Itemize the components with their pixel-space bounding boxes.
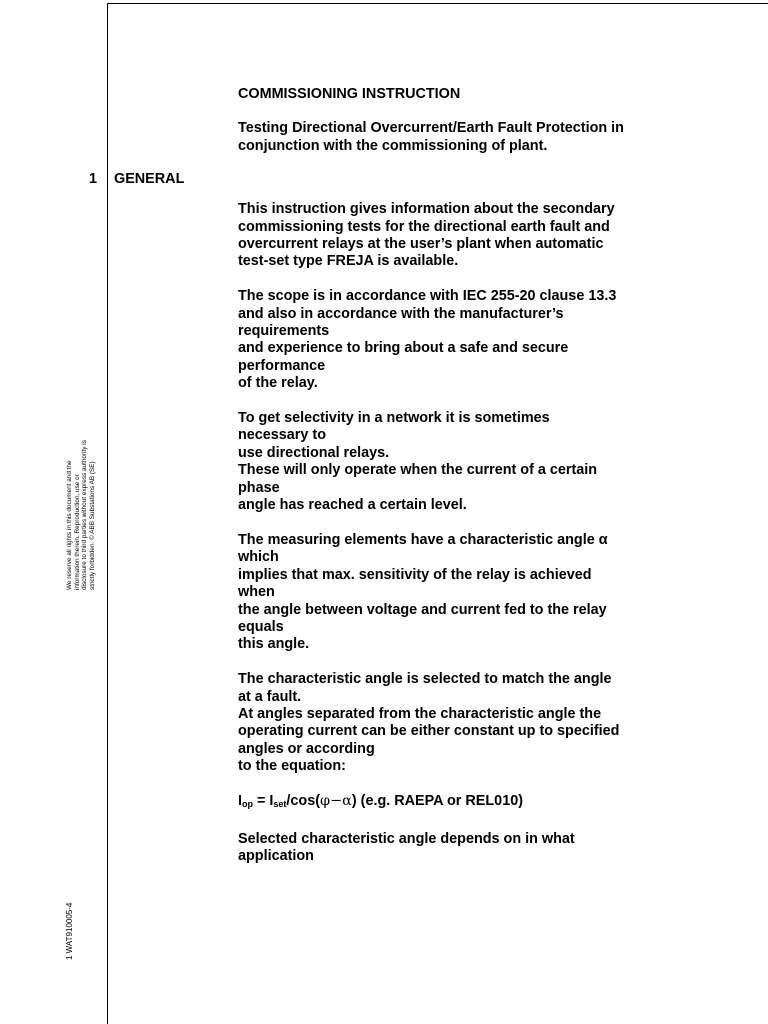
paragraph-line: equals <box>238 618 284 635</box>
paragraph-line: and experience to bring about a safe and secure <box>238 340 569 357</box>
paragraph-intro <box>238 201 738 271</box>
paragraph-scope <box>238 288 738 392</box>
subtitle-line: Testing Directional Overcurrent/Earth Fault Protection in <box>238 120 624 137</box>
paragraph-line: angle has reached a certain level. <box>238 497 467 514</box>
paragraph-line: test-set type FREJA is available. <box>238 253 459 270</box>
equation-text: ) (e.g. RAEPA or REL010) <box>351 792 523 809</box>
document-title: COMMISSIONING INSTRUCTION <box>238 86 461 102</box>
copyright-margin-note <box>66 390 96 590</box>
equation-symbol: − <box>330 792 343 809</box>
equation-subscript: set <box>273 798 287 809</box>
paragraph-line: phase <box>238 479 280 496</box>
section-number: 1 <box>89 171 98 187</box>
paragraph-line: implies that max. sensitivity of the relay is achieved <box>238 566 592 583</box>
paragraph-line: and also in accordance with the manufacturer’s <box>238 305 564 322</box>
paragraph-line: necessary to <box>238 427 326 444</box>
section-heading <box>89 171 184 188</box>
paragraph-line: At angles separated from the characteristic angle the <box>238 705 602 722</box>
section-title: GENERAL <box>114 171 185 187</box>
paragraph-line: These will only operate when the current of a certain <box>238 462 598 479</box>
paragraph-line: This instruction gives information about the secondary <box>238 201 615 218</box>
paragraph-line: of the relay. <box>238 375 318 392</box>
paragraph-line: Selected characteristic angle depends on in what <box>238 830 575 847</box>
subtitle-line: conjunction with the commissioning of plant. <box>238 137 548 154</box>
paragraph-line: performance <box>238 357 326 374</box>
paragraph-line: The scope is in accordance with IEC 255-20 clause 13.3 <box>238 288 617 305</box>
paragraph-closing <box>238 831 738 866</box>
paragraph-line: overcurrent relays at the user’s plant when automatic <box>238 236 604 253</box>
paragraph-line: which <box>238 549 279 566</box>
copyright-line: disclosure to third parties without express authority is <box>81 440 89 590</box>
paragraph-line: operating current can be either constant up to specified <box>238 723 620 740</box>
equation-greek: α <box>342 792 352 809</box>
document-body <box>238 86 738 883</box>
paragraph-line: The measuring elements have a characteristic angle α <box>238 531 608 548</box>
frame-left-border <box>107 3 108 1024</box>
document-subtitle <box>238 120 738 155</box>
paragraph-line: this angle. <box>238 636 310 653</box>
paragraph-characteristic-angle <box>238 671 738 775</box>
paragraph-line: use directional relays. <box>238 444 390 461</box>
paragraph-line: requirements <box>238 323 330 340</box>
copyright-line: information therein. Reproduction, use or <box>73 474 81 590</box>
equation-text: /cos( <box>286 792 321 809</box>
paragraph-line: To get selectivity in a network it is sometimes <box>238 410 550 427</box>
paragraph-line: application <box>238 848 314 865</box>
paragraph-line: the angle between voltage and current fed to the relay <box>238 601 607 618</box>
copyright-line: We reserve all rights in this document and the <box>66 460 73 590</box>
paragraph-line: angles or according <box>238 740 375 757</box>
document-id: 1 WAT910005-4 <box>65 902 74 960</box>
equation-symbol: I <box>238 792 242 809</box>
equation-symbol: = I <box>253 792 274 809</box>
paragraph-line: to the equation: <box>238 758 346 775</box>
paragraph-line: at a fault. <box>238 688 302 705</box>
paragraph-selectivity <box>238 410 738 514</box>
paragraph-measuring-elements <box>238 532 738 654</box>
operating-current-equation <box>238 793 738 813</box>
paragraph-line: when <box>238 584 275 601</box>
paragraph-line: The characteristic angle is selected to match the angle <box>238 671 612 688</box>
paragraph-line: commissioning tests for the directional earth fault and <box>238 218 610 235</box>
copyright-line: strictly forbidden. © ABB Substations AB (SE) <box>88 461 96 590</box>
equation-greek: φ <box>320 792 331 809</box>
equation-subscript: op <box>242 798 253 809</box>
frame-top-border <box>107 3 768 4</box>
